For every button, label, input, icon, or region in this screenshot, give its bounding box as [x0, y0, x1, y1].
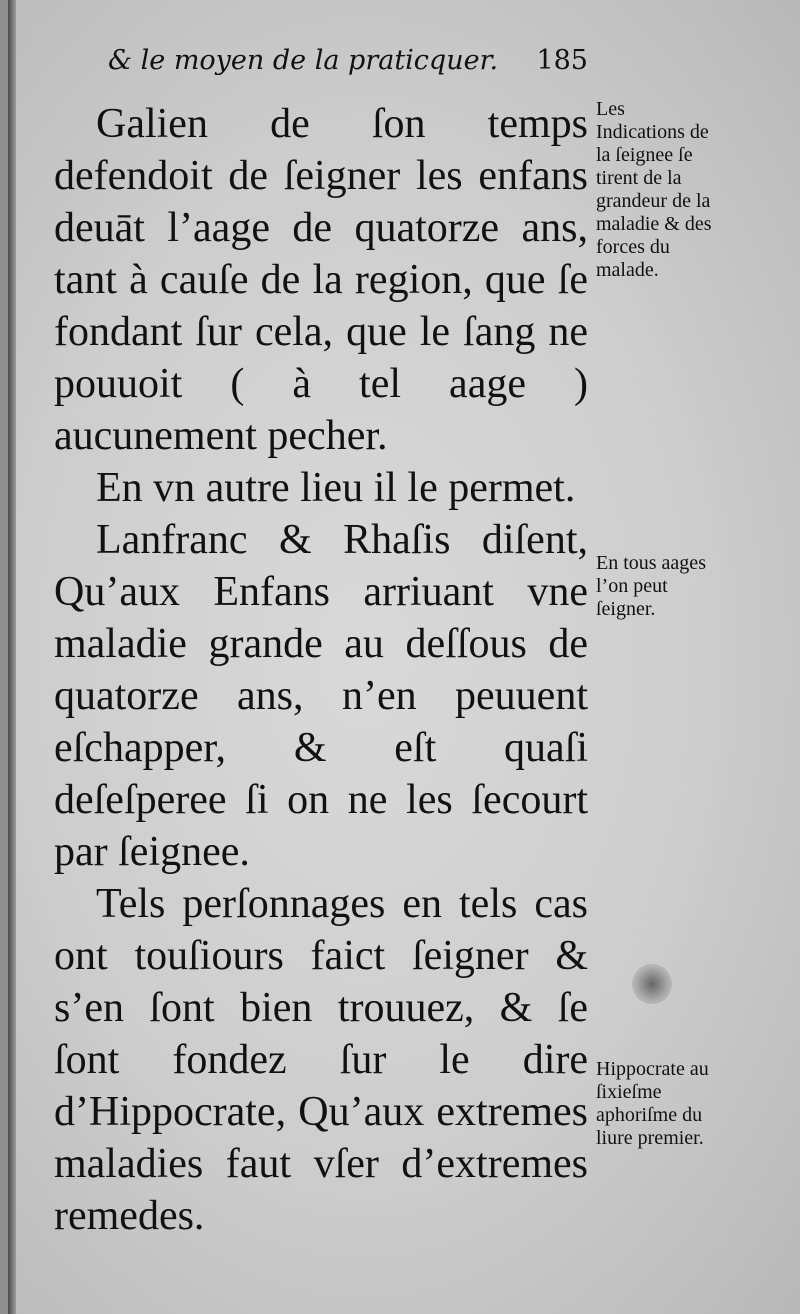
paragraph-galien: Galien de ſon temps defendoit de ſeigner les enfans deuāt l’aage de quatorze ans, tant à cauſe de la region, que ſe fondant ſur cela, que le ſang ne pouuoit ( à tel aage ) aucunement pecher.: [54, 101, 588, 459]
margin-note-tous-aages: En tous aages l’on peut ſeigner.: [596, 552, 706, 620]
paragraph-personnages: Tels perſonnages en tels cas ont touſiours faict ſeigner & s’en ſont bien trouuez, & ſe ſont fondez ſur le dire d’Hippocrate, Qu’aux extremes maladies faut vſer d’extremes remedes.: [54, 881, 588, 1239]
page-edge: [8, 0, 16, 1314]
page-number: 185: [536, 45, 588, 76]
paragraph-lanfranc: Lanfranc & Rhaſis diſent, Qu’aux Enfans arriuant vne maladie grande au deſſous de quatorze ans, n’en peuuent eſchapper, & eſt quaſi deſeſperee ſi on ne les ſecourt par ſeignee.: [54, 517, 588, 875]
running-header: [108, 45, 588, 85]
main-text: [54, 98, 588, 1242]
book-page: [8, 0, 800, 1314]
paragraph-autre-lieu: En vn autre lieu il le permet.: [96, 465, 576, 511]
margin-note-indications: Les Indications de la ſeignee ſe tirent de la grandeur de la maladie & des forces du malade.: [596, 98, 712, 281]
running-title: & le moyen de la praticquer.: [108, 45, 499, 76]
margin-note-hippocrate: Hippocrate au ſixieſme aphoriſme du liure premier.: [596, 1058, 709, 1149]
ink-stain: [632, 964, 672, 1004]
